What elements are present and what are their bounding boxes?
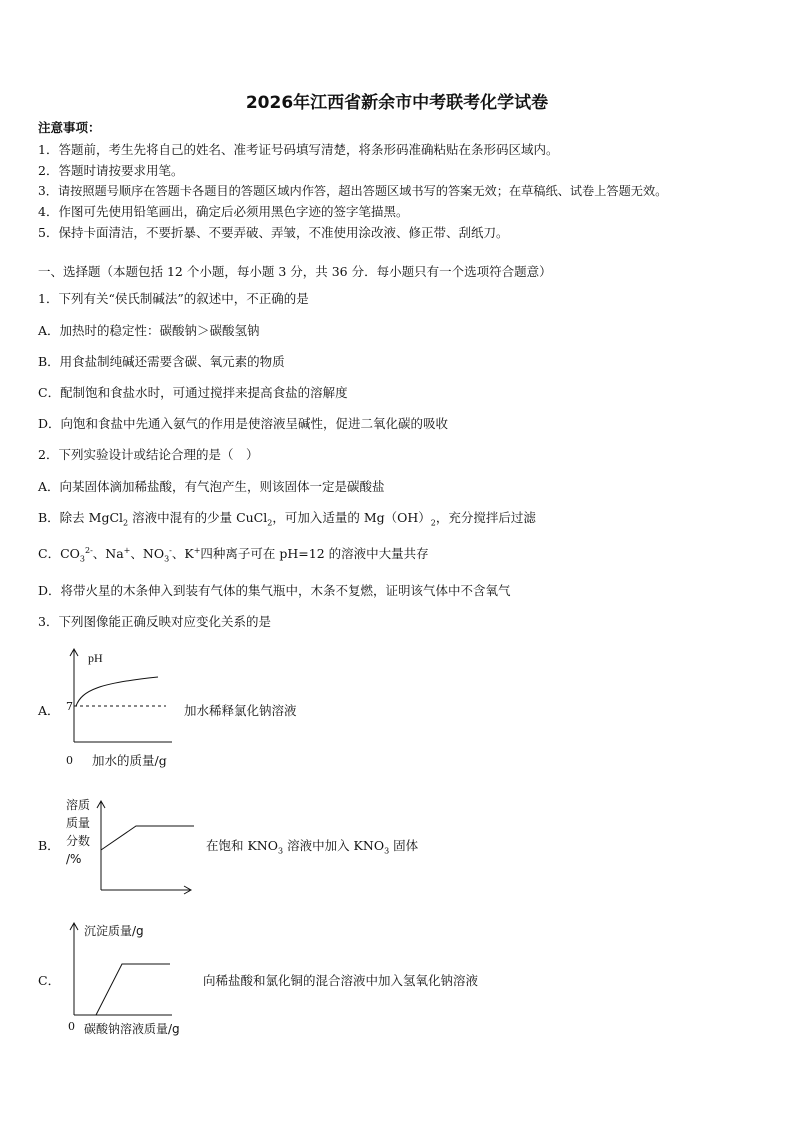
question-2-option-a: A．向某固体滴加稀盐酸，有气泡产生，则该固体一定是碳酸盐	[38, 479, 385, 494]
question-2-option-c: C．$CO_3^{2-}$、Na+、$NO_3^-$、K+四种离子可在 pH=12 的溶液中大量共存	[38, 545, 429, 564]
graph-c-origin: 0	[68, 1020, 75, 1033]
question-2-stem: 2．下列实验设计或结论合理的是（ ）	[38, 447, 259, 462]
graph-c-xlabel: 碳酸钠溶液质量/g	[84, 1022, 180, 1036]
question-3-stem: 3．下列图像能正确反映对应变化关系的是	[38, 614, 271, 629]
exam-title: 2026年江西省新余市中考联考化学试卷	[245, 93, 549, 113]
notice-heading: 注意事项：	[38, 120, 101, 135]
graph-b-ylabel-line: 溶质	[66, 798, 91, 812]
graph-a-ylabel: pH	[88, 651, 103, 665]
graph-b-ylabel-line: /%	[66, 852, 82, 866]
question-3-option-c-label: C．	[38, 973, 61, 988]
graph-a-tick: 7	[66, 700, 73, 713]
question-1-option-c: C．配制饱和食盐水时，可通过搅拌来提高食盐的溶解度	[38, 385, 348, 400]
graph-b-ylabel-line: 质量	[66, 816, 91, 830]
notice-item: 4．作图可先使用铅笔画出，确定后必须用黑色字迹的签字笔描黑。	[38, 204, 409, 219]
question-3-option-a-desc: 加水稀释氯化钠溶液	[184, 703, 297, 718]
notice-item: 3．请按照题号顺序在答题卡各题目的答题区域内作答，超出答题区域书写的答案无效；在草稿纸、试卷上答题无效。	[38, 184, 668, 198]
graph-c-curve	[96, 964, 170, 1015]
graph-c-ylabel: 沉淀质量/g	[84, 924, 144, 938]
question-1-option-a: A．加热时的稳定性：碳酸钠＞碳酸氢钠	[38, 323, 260, 338]
graph-a-origin: 0	[66, 754, 73, 767]
notice-item: 2．答题时请按要求用笔。	[38, 163, 184, 178]
question-3-option-b-desc: 在饱和 $KNO_3$ 溶液中加入 $KNO_3$ 固体	[206, 838, 419, 856]
question-1-option-d: D．向饱和食盐中先通入氨气的作用是使溶液呈碱性，促进二氧化碳的吸收	[38, 416, 449, 431]
question-2-option-b: B．除去 MgCl$_2$ 溶液中混有的少量 CuCl$_2$，可加入适量的 $Mg(OH)_2$，充分搅拌后过滤	[38, 510, 536, 528]
notice-item: 5．保持卡面清洁，不要折暴、不要弄破、弄皱，不准使用涂改液、修正带、刮纸刀。	[38, 225, 509, 240]
question-3-option-b-label: B．	[38, 838, 60, 853]
question-2-option-d: D．将带火星的木条伸入到装有气体的集气瓶中，木条不复燃，证明该气体中不含氧气	[38, 583, 511, 598]
question-1-option-b: B．用食盐制纯碱还需要含碳、氧元素的物质	[38, 354, 285, 369]
graph-b-ylabel-line: 分数	[66, 834, 91, 848]
question-1-stem: 1．下列有关“侯氏制碱法”的叙述中，不正确的是	[38, 291, 309, 306]
question-3-option-c-desc: 向稀盐酸和氯化铜的混合溶液中加入氢氧化钠溶液	[203, 973, 479, 988]
notice-item: 1．答题前，考生先将自己的姓名、准考证号码填写清楚，将条形码准确粘贴在条形码区域内。	[38, 142, 559, 157]
question-3-option-a-label: A．	[38, 703, 60, 718]
section-heading: 一、选择题（本题包括 12 个小题，每小题 3 分，共 36 分．每小题只有一个选项符合题意）	[38, 264, 552, 279]
graph-a-xlabel: 加水的质量/g	[92, 753, 167, 768]
